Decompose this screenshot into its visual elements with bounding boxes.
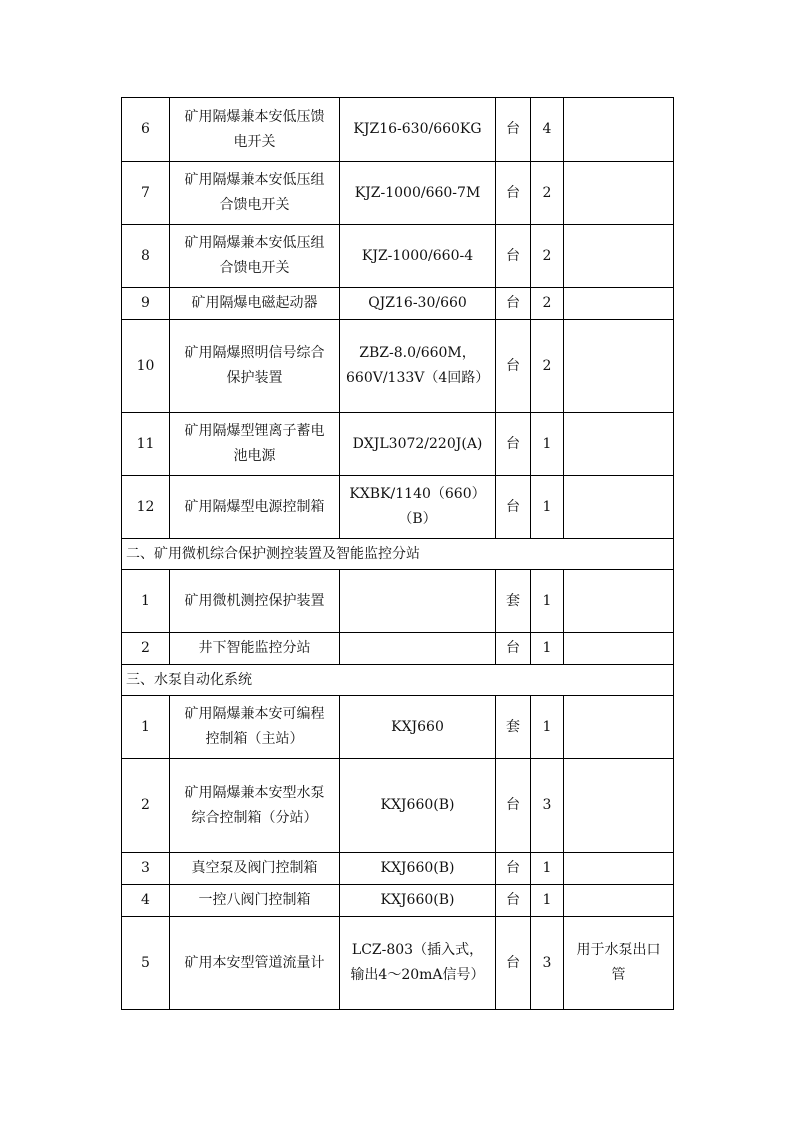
quantity: 2 xyxy=(542,357,552,374)
table-row xyxy=(122,696,674,759)
remark-cell xyxy=(564,413,674,476)
equipment-name-cell xyxy=(170,320,340,413)
quantity-cell xyxy=(531,633,564,665)
equipment-name: 矿用隔爆电磁起动器 xyxy=(191,295,318,311)
table-row xyxy=(122,633,674,665)
model-spec: KXJ660 xyxy=(391,718,444,735)
equipment-name-cell xyxy=(170,570,340,633)
section-title: 三、水泵自动化系统 xyxy=(122,665,674,696)
unit: 台 xyxy=(506,121,520,137)
equipment-name-cell xyxy=(170,853,340,885)
unit: 台 xyxy=(506,295,520,311)
equipment-name-cell xyxy=(170,476,340,539)
equipment-table-body xyxy=(122,98,674,1010)
remark: 用于水泵出口管 xyxy=(576,942,661,983)
equipment-name: 井下智能监控分站 xyxy=(198,640,311,656)
row-number-cell xyxy=(122,162,170,225)
equipment-name: 矿用隔爆照明信号综合保护装置 xyxy=(184,345,325,386)
quantity: 2 xyxy=(542,184,552,201)
model-spec-cell xyxy=(340,225,496,288)
equipment-name-cell xyxy=(170,917,340,1010)
table-row xyxy=(122,853,674,885)
section-header-row xyxy=(122,539,674,570)
row-number-cell xyxy=(122,885,170,917)
quantity: 1 xyxy=(542,640,552,656)
row-number: 6 xyxy=(141,121,150,137)
equipment-name-cell xyxy=(170,225,340,288)
quantity-cell xyxy=(531,570,564,633)
equipment-name-cell xyxy=(170,759,340,853)
section-header-row xyxy=(122,665,674,696)
row-number-cell xyxy=(122,696,170,759)
equipment-name: 真空泵及阀门控制箱 xyxy=(191,860,318,876)
row-number-cell xyxy=(122,320,170,413)
unit: 台 xyxy=(506,184,520,201)
model-spec: KJZ-1000/660-4 xyxy=(361,247,474,264)
quantity-cell xyxy=(531,288,564,320)
model-spec-cell xyxy=(340,570,496,633)
unit-cell xyxy=(496,633,531,665)
equipment-name: 矿用隔爆兼本安低压组合馈电开关 xyxy=(184,172,325,213)
remark-cell xyxy=(564,570,674,633)
unit-cell xyxy=(496,759,531,853)
equipment-name: 矿用微机测控保护装置 xyxy=(184,592,325,609)
equipment-name-cell xyxy=(170,633,340,665)
row-number: 12 xyxy=(136,498,155,515)
section-title: 二、矿用微机综合保护测控装置及智能监控分站 xyxy=(122,539,674,570)
table-row xyxy=(122,288,674,320)
row-number: 5 xyxy=(141,954,150,971)
quantity: 2 xyxy=(542,247,552,264)
quantity: 1 xyxy=(542,592,552,609)
model-spec-cell xyxy=(340,885,496,917)
model-spec-cell xyxy=(340,288,496,320)
equipment-name-cell xyxy=(170,696,340,759)
row-number: 1 xyxy=(141,718,150,735)
model-spec-cell xyxy=(340,476,496,539)
row-number-cell xyxy=(122,570,170,633)
table-row xyxy=(122,162,674,225)
remark-cell xyxy=(564,633,674,665)
equipment-name: 矿用隔爆兼本安型水泵综合控制箱（分站） xyxy=(184,784,325,826)
quantity-cell xyxy=(531,759,564,853)
row-number-cell xyxy=(122,917,170,1010)
unit-cell xyxy=(496,320,531,413)
equipment-table xyxy=(121,97,674,1010)
row-number: 3 xyxy=(141,860,150,876)
model-spec: ZBZ-8.0/660M，660V/133V（4回路） xyxy=(346,345,490,386)
quantity-cell xyxy=(531,162,564,225)
quantity: 4 xyxy=(542,121,552,137)
unit-cell xyxy=(496,225,531,288)
model-spec-cell xyxy=(340,917,496,1010)
quantity-cell xyxy=(531,320,564,413)
model-spec-cell xyxy=(340,759,496,853)
unit-cell xyxy=(496,853,531,885)
model-spec: DXJL3072/220J(A) xyxy=(352,435,483,452)
unit: 台 xyxy=(506,435,520,452)
remark-cell xyxy=(564,476,674,539)
model-spec: KXJ660(B) xyxy=(380,892,455,908)
row-number-cell xyxy=(122,98,170,162)
unit: 套 xyxy=(506,718,520,735)
remark-cell xyxy=(564,162,674,225)
remark-cell xyxy=(564,917,674,1010)
remark-cell xyxy=(564,288,674,320)
model-spec-cell xyxy=(340,162,496,225)
unit: 台 xyxy=(506,892,520,908)
equipment-name: 矿用本安型管道流量计 xyxy=(184,954,325,971)
model-spec-cell xyxy=(340,633,496,665)
quantity-cell xyxy=(531,413,564,476)
row-number-cell xyxy=(122,759,170,853)
unit-cell xyxy=(496,917,531,1010)
unit: 台 xyxy=(506,247,520,264)
table-row xyxy=(122,917,674,1010)
row-number: 11 xyxy=(136,435,155,452)
row-number-cell xyxy=(122,633,170,665)
table-row xyxy=(122,476,674,539)
quantity: 1 xyxy=(542,718,552,735)
row-number: 7 xyxy=(141,184,150,201)
unit-cell xyxy=(496,288,531,320)
unit-cell xyxy=(496,413,531,476)
unit-cell xyxy=(496,476,531,539)
quantity-cell xyxy=(531,476,564,539)
quantity: 3 xyxy=(542,954,552,971)
unit-cell xyxy=(496,570,531,633)
model-spec-cell xyxy=(340,853,496,885)
row-number: 1 xyxy=(141,592,150,609)
unit-cell xyxy=(496,162,531,225)
quantity-cell xyxy=(531,885,564,917)
quantity-cell xyxy=(531,696,564,759)
table-row xyxy=(122,759,674,853)
model-spec: KJZ-1000/660-7M xyxy=(354,184,481,201)
model-spec: KXJ660(B) xyxy=(380,860,455,876)
quantity: 1 xyxy=(542,860,552,876)
model-spec: LCZ-803（插入式，输出4～20mA信号） xyxy=(350,942,485,983)
quantity: 2 xyxy=(542,295,552,311)
equipment-name: 矿用隔爆兼本安可编程控制箱（主站） xyxy=(184,706,325,747)
unit: 台 xyxy=(506,498,520,515)
table-row xyxy=(122,320,674,413)
remark-cell xyxy=(564,225,674,288)
model-spec: KXJ660(B) xyxy=(380,797,455,813)
quantity-cell xyxy=(531,98,564,162)
unit: 台 xyxy=(506,640,520,656)
table-row xyxy=(122,413,674,476)
unit-cell xyxy=(496,696,531,759)
remark-cell xyxy=(564,853,674,885)
unit: 套 xyxy=(506,592,520,609)
model-spec-cell xyxy=(340,413,496,476)
row-number-cell xyxy=(122,413,170,476)
model-spec: QJZ16-30/660 xyxy=(368,295,467,311)
model-spec-cell xyxy=(340,98,496,162)
equipment-name: 矿用隔爆型锂离子蓄电池电源 xyxy=(184,423,325,464)
equipment-name-cell xyxy=(170,162,340,225)
model-spec-cell xyxy=(340,320,496,413)
row-number: 2 xyxy=(141,797,150,813)
unit: 台 xyxy=(506,860,520,876)
row-number: 4 xyxy=(141,892,150,908)
row-number: 8 xyxy=(141,247,150,264)
table-row xyxy=(122,570,674,633)
equipment-name-cell xyxy=(170,98,340,162)
table-row xyxy=(122,98,674,162)
equipment-name-cell xyxy=(170,288,340,320)
row-number: 9 xyxy=(141,295,150,311)
quantity: 3 xyxy=(542,797,552,813)
unit-cell xyxy=(496,98,531,162)
model-spec-cell xyxy=(340,696,496,759)
table-row xyxy=(122,885,674,917)
equipment-name: 一控八阀门控制箱 xyxy=(198,892,311,908)
table-row xyxy=(122,225,674,288)
model-spec: KXBK/1140（660）（B） xyxy=(349,486,486,527)
quantity-cell xyxy=(531,917,564,1010)
quantity: 1 xyxy=(542,435,552,452)
equipment-name: 矿用隔爆型电源控制箱 xyxy=(184,498,325,515)
remark-cell xyxy=(564,98,674,162)
equipment-name-cell xyxy=(170,413,340,476)
remark-cell xyxy=(564,320,674,413)
row-number-cell xyxy=(122,225,170,288)
unit: 台 xyxy=(506,357,520,374)
row-number-cell xyxy=(122,288,170,320)
quantity: 1 xyxy=(542,498,552,515)
equipment-name: 矿用隔爆兼本安低压馈电开关 xyxy=(184,108,325,150)
row-number-cell xyxy=(122,476,170,539)
remark-cell xyxy=(564,696,674,759)
unit: 台 xyxy=(506,954,520,971)
row-number: 2 xyxy=(141,640,150,656)
model-spec: KJZ16-630/660KG xyxy=(353,121,482,137)
quantity-cell xyxy=(531,225,564,288)
unit-cell xyxy=(496,885,531,917)
row-number: 10 xyxy=(136,357,155,374)
quantity: 1 xyxy=(542,892,552,908)
remark-cell xyxy=(564,885,674,917)
unit: 台 xyxy=(506,797,520,813)
remark-cell xyxy=(564,759,674,853)
quantity-cell xyxy=(531,853,564,885)
equipment-name: 矿用隔爆兼本安低压组合馈电开关 xyxy=(184,235,325,276)
equipment-name-cell xyxy=(170,885,340,917)
row-number-cell xyxy=(122,853,170,885)
